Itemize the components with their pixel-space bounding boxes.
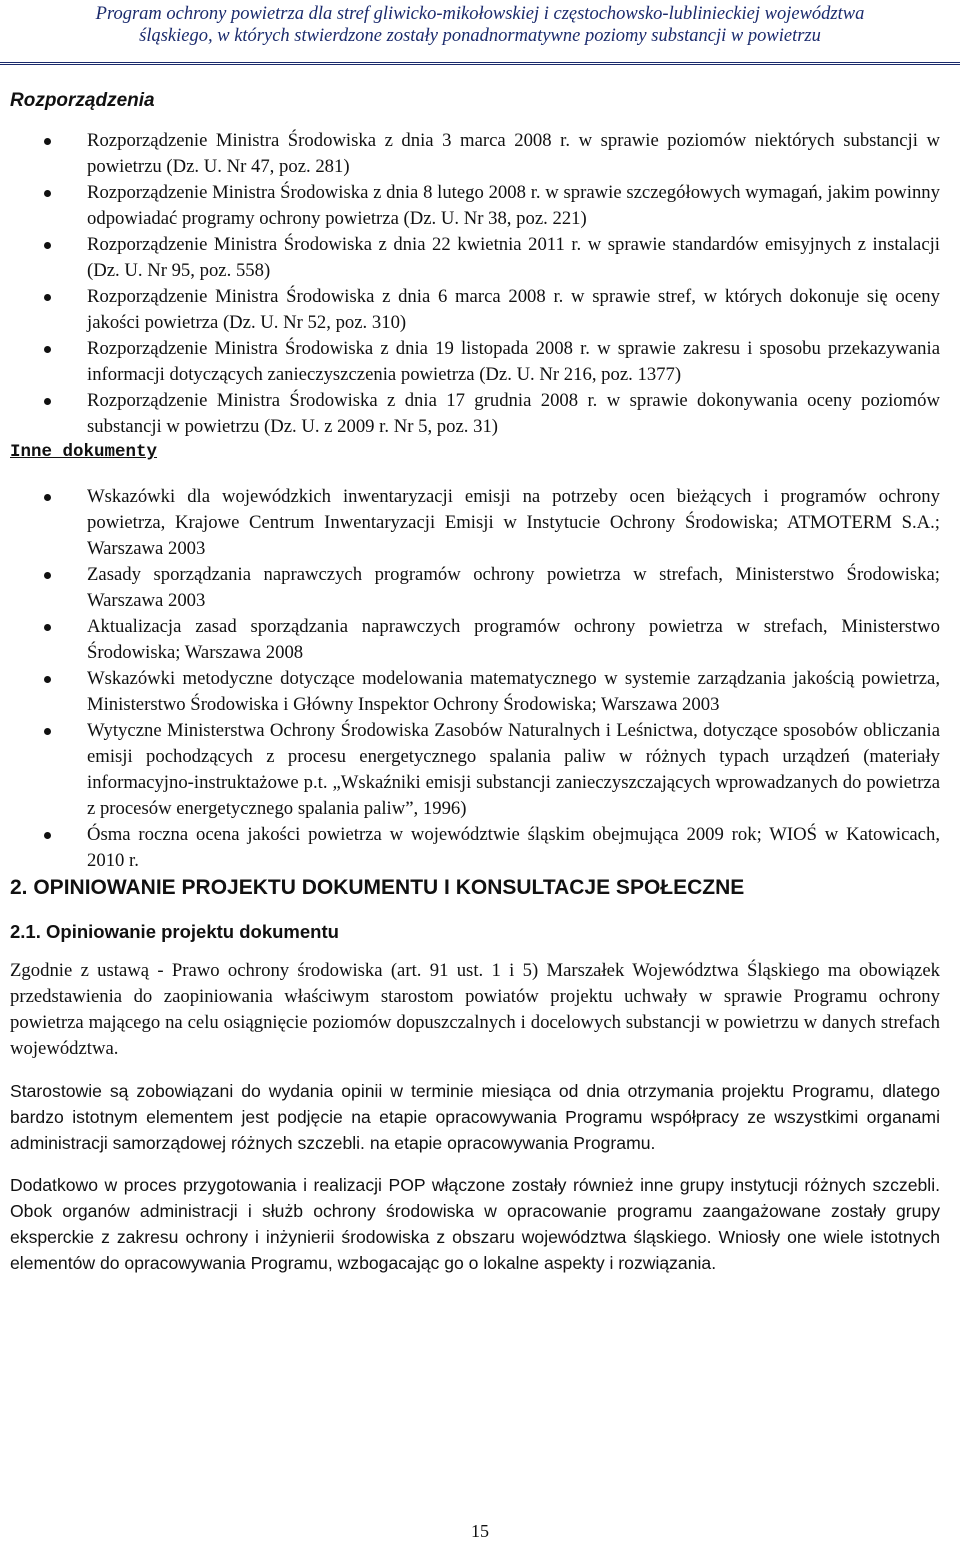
subsection-title: 2.1. Opiniowanie projektu dokumentu bbox=[10, 921, 339, 942]
list-item bbox=[10, 562, 940, 614]
bullet-icon bbox=[44, 676, 51, 683]
bullet-icon bbox=[44, 728, 51, 735]
section-title-inne-dokumenty: Inne dokumenty bbox=[10, 442, 158, 462]
list-item-text: Aktualizacja zasad sporządzania naprawczych programów ochrony powietrza w strefach, Ministerstwo Środowiska; Warszawa 2008 bbox=[87, 616, 940, 663]
bullet-icon bbox=[44, 832, 51, 839]
list-item bbox=[10, 614, 940, 666]
bullet-icon bbox=[44, 294, 51, 301]
list-item bbox=[10, 718, 940, 822]
list-item-text: Rozporządzenie Ministra Środowiska z dnia 17 grudnia 2008 r. w sprawie dokonywania oceny poziomów substancji w powietrzu (Dz. U. z 2009 r. Nr 5, poz. 31) bbox=[87, 390, 940, 437]
list-item-text: Rozporządzenie Ministra Środowiska z dnia 6 marca 2008 r. w sprawie stref, w których dokonuje się oceny jakości powietrza (Dz. U. Nr 52, poz. 310) bbox=[87, 286, 940, 333]
list-item bbox=[10, 128, 940, 180]
inne-dokumenty-list bbox=[10, 484, 940, 874]
bullet-icon bbox=[44, 398, 51, 405]
list-item-text: Rozporządzenie Ministra Środowiska z dnia 22 kwietnia 2011 r. w sprawie standardów emisyjnych z instalacji (Dz. U. Nr 95, poz. 558) bbox=[87, 234, 940, 281]
list-item bbox=[10, 666, 940, 718]
list-item-text: Rozporządzenie Ministra Środowiska z dnia 19 listopada 2008 r. w sprawie zakresu i sposobu przekazywania informacji dotyczących zanieczyszczenia powietrza (Dz. U. Nr 216, poz. 1377) bbox=[87, 338, 940, 385]
bullet-icon bbox=[44, 138, 51, 145]
list-item bbox=[10, 232, 940, 284]
page-content bbox=[10, 88, 940, 1292]
list-item-text: Wytyczne Ministerstwa Ochrony Środowiska Zasobów Naturalnych i Leśnictwa, dotyczące sposobów obliczania emisji pochodzących z procesu energetycznego spalania paliw w różnych typach urządzeń (materiały informacyjno-instruktażowe p.t. „Wskaźniki emisji substancji zanieczyszczających wprowadzanych do powietrza z procesów energetycznego spalania paliw”, 1996) bbox=[87, 720, 940, 819]
list-item bbox=[10, 388, 940, 440]
list-item bbox=[10, 336, 940, 388]
header-line-1: Program ochrony powietrza dla stref gliwicko-mikołowskiej i częstochowsko-lublinieckiej województwa bbox=[95, 4, 865, 24]
list-item bbox=[10, 180, 940, 232]
bullet-icon bbox=[44, 494, 51, 501]
page-number: 15 bbox=[471, 1521, 489, 1541]
list-item bbox=[10, 284, 940, 336]
list-item-text: Zasady sporządzania naprawczych programów ochrony powietrza w strefach, Ministerstwo Środowiska; Warszawa 2003 bbox=[87, 564, 940, 611]
bullet-icon bbox=[44, 346, 51, 353]
page-header bbox=[0, 0, 960, 62]
paragraph-3: Dodatkowo w proces przygotowania i realizacji POP włączone zostały również inne grupy instytucji różnych szczebli. Obok organów administracji i służb ochrony środowiska w opracowanie programu zaangażowane zostały grupy eksperckie z zakresu ochrony i inżynierii środowiska z obszaru województwa śląskiego. Wniosły one wiele istotnych elementów do opracowywania Programu, wzbogacając go o lokalne aspekty i rozwiązania. bbox=[10, 1175, 940, 1273]
list-item-text: Wskazówki metodyczne dotyczące modelowania matematycznego w systemie zarządzania jakością powietrza, Ministerstwo Środowiska i Główny Inspektor Ochrony Środowiska; Warszawa 2003 bbox=[87, 668, 940, 715]
header-line-2: śląskiego, w których stwierdzone zostały ponadnormatywne poziomy substancji w powietrzu bbox=[139, 26, 821, 46]
bullet-icon bbox=[44, 572, 51, 579]
header-rule bbox=[0, 62, 960, 65]
paragraph-2: Starostowie są zobowiązani do wydania opinii w terminie miesiąca od dnia otrzymania projektu Programu, dlatego bardzo istotnym elementem jest podjęcie na etapie opracowywania Programu współpracy ze wszystkimi organami administracji samorządowej różnych szczebli. na etapie opracowywania Programu. bbox=[10, 1081, 940, 1153]
bullet-icon bbox=[44, 242, 51, 249]
bullet-icon bbox=[44, 624, 51, 631]
list-item-text: Rozporządzenie Ministra Środowiska z dnia 3 marca 2008 r. w sprawie poziomów niektórych substancji w powietrzu (Dz. U. Nr 47, poz. 281) bbox=[87, 130, 940, 177]
section-title-rozporzadzenia: Rozporządzenia bbox=[10, 90, 155, 111]
list-item-text: Rozporządzenie Ministra Środowiska z dnia 8 lutego 2008 r. w sprawie szczegółowych wymagań, jakim powinny odpowiadać programy ochrony powietrza (Dz. U. Nr 38, poz. 221) bbox=[87, 182, 940, 229]
chapter-title: 2. OPINIOWANIE PROJEKTU DOKUMENTU I KONSULTACJE SPOŁECZNE bbox=[10, 876, 745, 899]
list-item bbox=[10, 822, 940, 874]
paragraph-1: Zgodnie z ustawą - Prawo ochrony środowiska (art. 91 ust. 1 i 5) Marszałek Województwa Śląskiego ma obowiązek przedstawienia do zaopiniowania właściwym starostom powiatów projektu uchwały w sprawie Programu ochrony powietrza mającego na celu osiągnięcie poziomów dopuszczalnych i docelowych substancji w powietrzu w danych strefach województwa. bbox=[10, 960, 940, 1059]
rozporzadzenia-list bbox=[10, 128, 940, 440]
list-item bbox=[10, 484, 940, 562]
list-item-text: Wskazówki dla wojewódzkich inwentaryzacji emisji na potrzeby ocen bieżących i programów ochrony powietrza, Krajowe Centrum Inwentaryzacji Emisji w Instytucie Ochrony Środowiska; ATMOTERM S.A.; Warszawa 2003 bbox=[87, 486, 940, 559]
bullet-icon bbox=[44, 190, 51, 197]
list-item-text: Ósma roczna ocena jakości powietrza w województwie śląskim obejmująca 2009 rok; WIOŚ w Katowicach, 2010 r. bbox=[87, 824, 940, 871]
